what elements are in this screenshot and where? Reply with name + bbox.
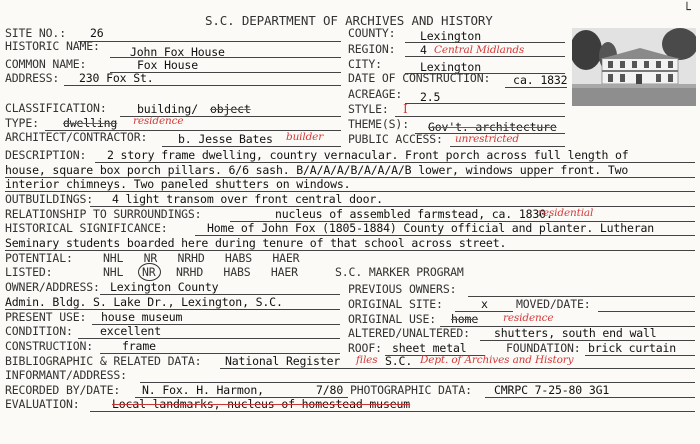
value-outbuildings: 4 light transom over front central door. <box>112 192 383 206</box>
annotation-bibliographic: files <box>356 354 378 366</box>
label-potential: POTENTIAL: <box>5 251 73 265</box>
value-owner-line-2: Admin. Bldg. S. Lake Dr., Lexington, S.C. <box>5 295 283 309</box>
label-classification: CLASSIFICATION: <box>5 101 107 115</box>
label-evaluation: EVALUATION: <box>5 397 80 411</box>
label-relationship: RELATIONSHIP TO SURROUNDINGS: <box>5 207 202 221</box>
label-roof: ROOF: <box>348 341 382 355</box>
value-historical-line-1: Home of John Fox (1805-1884) County official and planter. Lutheran <box>207 221 655 235</box>
value-present-use: house museum <box>101 310 183 324</box>
label-recorded-by: RECORDED BY/DATE: <box>5 383 121 397</box>
label-bibliographic: BIBLIOGRAPHIC & RELATED DATA: <box>5 354 202 368</box>
value-description-line-1: 2 story frame dwelling, country vernacular. Front porch across full length of <box>107 148 629 162</box>
label-original-use: ORIGINAL USE: <box>348 312 437 326</box>
label-foundation: FOUNDATION: <box>506 341 581 355</box>
listed-options-rest: NRHD HABS HAER <box>176 265 298 279</box>
value-historical-line-2: Seminary students boarded here during tenure of that school across street. <box>5 236 507 250</box>
label-historical-significance: HISTORICAL SIGNIFICANCE: <box>5 221 168 235</box>
value-type: dwelling <box>63 116 118 130</box>
value-recorded-by: N. Fox. H. Harmon, <box>142 383 264 397</box>
value-photographic: CMRPC 7-25-80 3G1 <box>494 383 610 397</box>
underline <box>220 368 695 369</box>
label-site-no: SITE NO.: <box>5 26 66 40</box>
value-style: I <box>403 102 408 116</box>
annotation-bibliographic-dept: Dept. of Archives and History <box>420 354 574 366</box>
value-city: Lexington <box>420 60 481 74</box>
value-original-use: home <box>451 312 479 326</box>
value-historic-name: John Fox House <box>130 45 225 59</box>
underline <box>405 42 565 43</box>
value-original-site: x <box>481 297 488 311</box>
label-construction: CONSTRUCTION: <box>5 339 94 353</box>
label-historic-name: HISTORIC NAME: <box>5 39 100 53</box>
label-moved-date: MOVED/DATE: <box>516 297 591 311</box>
label-architect: ARCHITECT/CONTRACTOR: <box>5 130 148 144</box>
underline <box>485 397 695 398</box>
value-address: 230 Fox St. <box>79 71 154 85</box>
label-informant: INFORMANT/ADDRESS: <box>5 368 127 382</box>
label-address: ADDRESS: <box>5 71 60 85</box>
value-bibliographic-state: S.C. <box>385 354 413 368</box>
underline <box>405 103 565 104</box>
underline <box>162 146 341 147</box>
value-altered: shutters, south end wall <box>494 326 657 340</box>
label-outbuildings: OUTBUILDINGS: <box>5 192 94 206</box>
label-listed: LISTED: <box>5 265 53 279</box>
value-architect: b. Jesse Bates <box>178 132 273 146</box>
underline <box>395 116 565 117</box>
annotation-region: Central Midlands <box>434 44 525 56</box>
listed-option-nr: NR <box>142 265 156 279</box>
label-previous-owners: PREVIOUS OWNERS: <box>348 282 457 296</box>
label-date-construction: DATE OF CONSTRUCTION: <box>348 71 491 85</box>
value-condition: excellent <box>100 324 161 338</box>
underline <box>585 355 695 356</box>
label-county: COUNTY: <box>348 26 396 40</box>
value-foundation: brick curtain <box>588 341 677 355</box>
annotation-public-access: unrestricted <box>455 133 519 145</box>
value-roof: sheet metal <box>392 341 467 355</box>
annotation-original-use: residence <box>503 312 554 324</box>
label-marker-program: S.C. MARKER PROGRAM <box>335 265 464 279</box>
underline <box>78 338 340 339</box>
value-owner-line-1: Lexington County <box>110 280 219 294</box>
label-photographic: PHOTOGRAPHIC DATA: <box>350 383 472 397</box>
underline <box>450 146 565 147</box>
label-owner-address: OWNER/ADDRESS: <box>5 280 100 294</box>
value-classification-struck: object <box>210 102 251 116</box>
label-theme: THEME(S): <box>348 117 409 131</box>
label-city: CITY: <box>348 57 382 71</box>
potential-options: NHL NR NRHD HABS HAER <box>103 251 300 265</box>
label-condition: CONDITION: <box>5 324 73 338</box>
label-style: STYLE: <box>348 102 389 116</box>
underline <box>405 56 565 57</box>
label-present-use: PRESENT USE: <box>5 310 87 324</box>
label-altered: ALTERED/UNALTERED: <box>348 326 470 340</box>
value-common-name: Fox House <box>137 58 198 72</box>
annotation-architect: builder <box>286 131 324 143</box>
label-original-site: ORIGINAL SITE: <box>348 297 443 311</box>
label-description: DESCRIPTION: <box>5 148 87 162</box>
annotation-relationship: residential <box>538 207 594 219</box>
house-photo-image <box>572 28 696 106</box>
value-acreage: 2.5 <box>420 90 441 104</box>
value-construction: frame <box>122 339 156 353</box>
value-evaluation: Local landmarks, nucleus of homestead museum <box>112 397 411 411</box>
label-region: REGION: <box>348 42 396 56</box>
value-date-construction: a. 1832 <box>520 73 568 87</box>
value-relationship: nucleus of assembled farmstead, ca. 1830. <box>275 207 553 221</box>
value-description-line-2: house, square box porch pillars. 6/6 sash. B/A/A/A/B/A/A/A/B lower, windows upper front. Two <box>5 163 629 177</box>
annotation-type: residence <box>133 115 184 127</box>
nr-circle-mark <box>138 263 161 281</box>
label-acreage: ACREAGE: <box>348 87 403 101</box>
house-photo <box>572 28 696 106</box>
label-common-name: COMMON NAME: <box>5 57 87 71</box>
underline <box>598 311 695 312</box>
value-site-no: 26 <box>90 26 104 40</box>
label-type: TYPE: <box>5 116 39 130</box>
value-date-construction-prefix: c <box>513 73 520 87</box>
underline <box>90 411 695 412</box>
value-bibliographic: National Register <box>225 354 341 368</box>
value-recorded-date: 7/80 <box>316 383 344 397</box>
value-region: 4 <box>420 43 427 57</box>
listed-option-nhl: NHL <box>103 265 124 279</box>
corner-mark: └ <box>683 3 691 18</box>
value-theme: Gov't. architecture <box>428 120 557 134</box>
value-description-line-3: interior chimneys. Two paneled shutters on windows. <box>5 177 351 191</box>
label-public-access: PUBLIC ACCESS: <box>348 132 443 146</box>
underline <box>505 87 567 88</box>
card-header: S.C. DEPARTMENT OF ARCHIVES AND HISTORY <box>205 13 493 28</box>
underline <box>78 41 341 42</box>
underline <box>64 85 341 86</box>
value-classification: building/ <box>137 102 198 116</box>
value-county: Lexington <box>420 29 481 43</box>
